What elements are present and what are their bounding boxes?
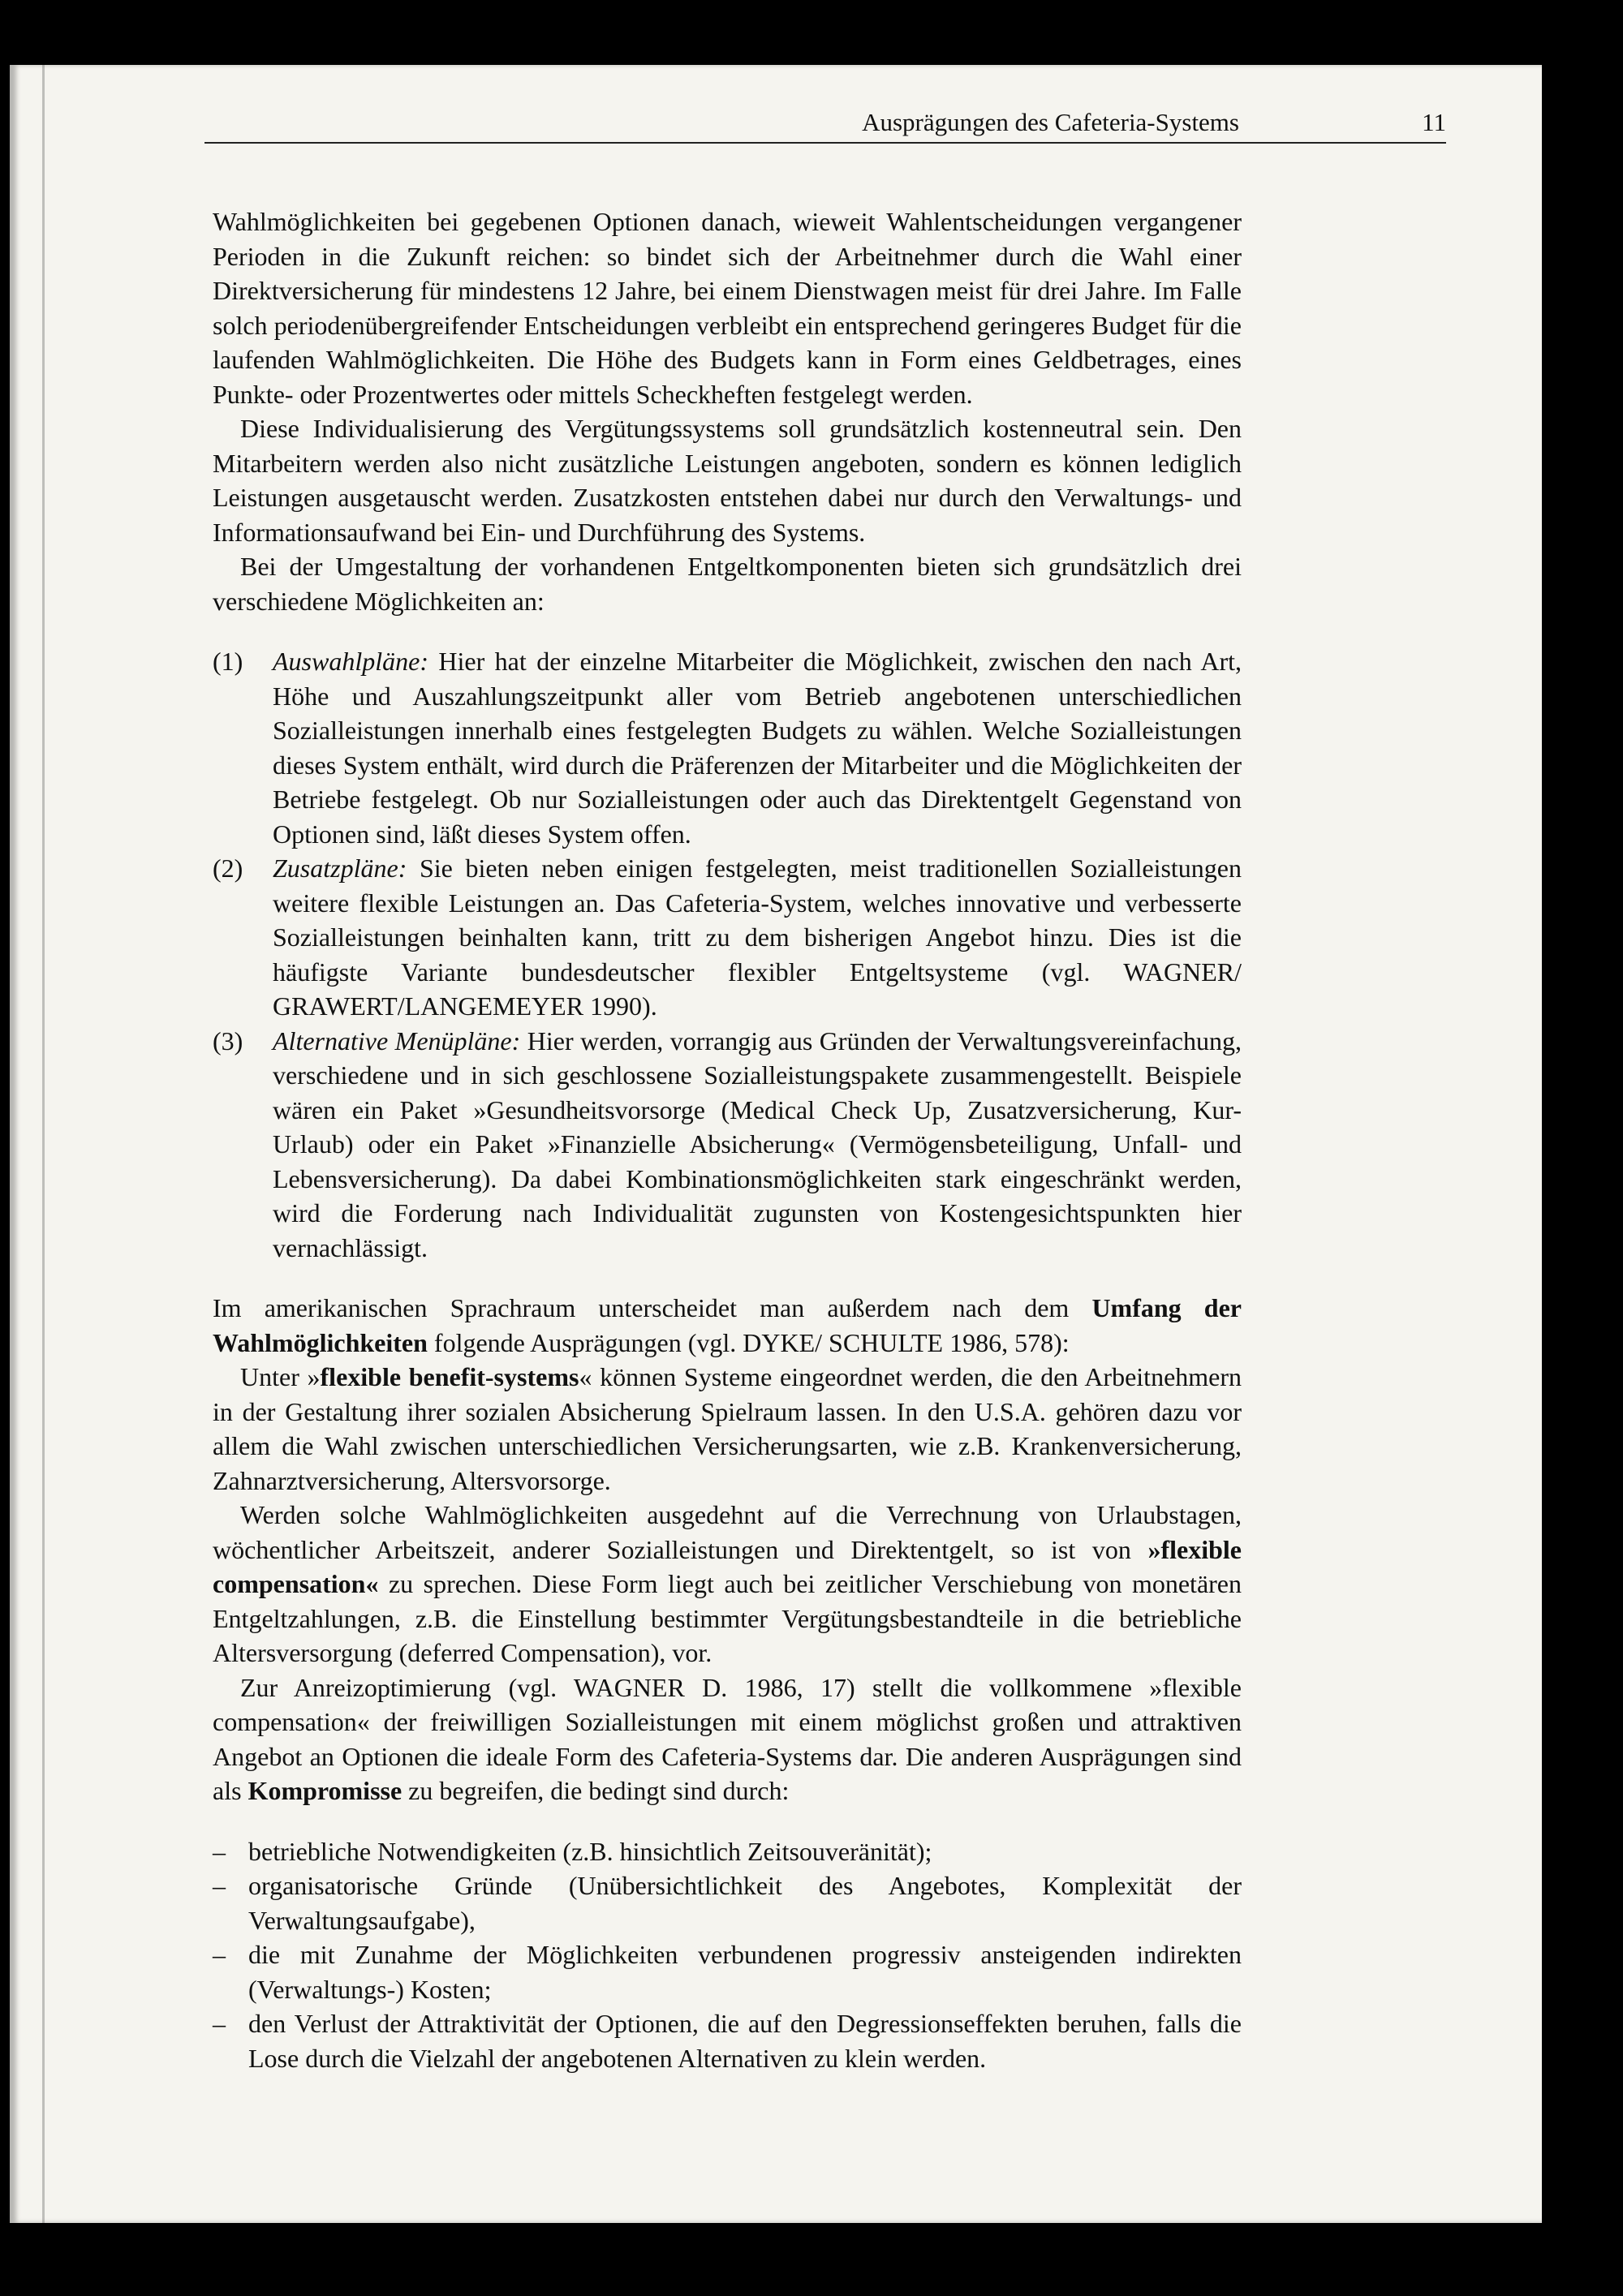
page-content (213, 204, 1242, 2075)
list-item (213, 2006, 1242, 2075)
option-text: Hier werden, vorrangig aus Gründen der Verwaltungsvereinfachung, verschiedene und in sich geschlossene Sozialleistungspakete zusammengestellt. Beispiele wären ein Paket »Gesundheitsvorsorge (Medical Check Up, Zusatzversicherung, Kur-Urlaub) oder ein Paket »Finanzielle Absicherung« (Vermögensbeteiligung, Unfall- und Lebensversicherung). Da dabei Kombinationsmöglichkeiten stark eingeschränkt werden, wird die Forderung nach Individualität zugunsten von Kostengesichtspunkten hier vernachlässigt. (273, 1025, 1242, 1262)
paragraph-6-text-end: zu sprechen. Diese Form liegt auch bei zeitlicher Verschiebung von monetären Entgeltzahlungen, z.B. die Einstellung bestimmter Vergütungsbestandteile in die betriebliche Altersversorgung (deferred Compensation), vor. (213, 1569, 1242, 1667)
paragraph-4-bold: Umfang der Wahlmöglichkeiten (213, 1293, 1242, 1357)
option-number: (1) (213, 647, 243, 676)
list-item (213, 1834, 1242, 1869)
paragraph-4-text-end: folgende Ausprägungen (vgl. DYKE/ SCHULTE 1986, 578): (427, 1327, 1070, 1357)
option-text: Sie bieten neben einigen festgelegten, meist traditionellen Sozialleistungen weitere flexible Leistungen an. Das Cafeteria-System, welches innovative und verbesserte Sozialleistungen beinhalten kann, tritt zu dem bisherigen Angebot hinzu. Dies ist die häufigste Variante bundesdeutscher flexibler Entgeltsysteme (vgl. WAGNER/ GRAWERT/LANGEMEYER 1990). (273, 853, 1242, 1021)
paragraph-5-text-end: « können Systeme eingeordnet werden, die den Arbeitnehmern in der Gestaltung ihrer sozialen Absicherung Spielraum lassen. In den U.S.A. gehören dazu vor allem die Wahl zwischen unterschiedlichen Versicherungsarten, wie z.B. Krankenversicherung, Zahnarztversicherung, Altersvorsorge. (213, 1362, 1242, 1495)
paragraph-4 (213, 1291, 1242, 1360)
list-item-text: betriebliche Notwendigkeiten (z.B. hinsichtlich Zeitsouveränität); (248, 1836, 932, 1866)
option-term: Auswahlpläne: (273, 647, 428, 676)
paragraph-5-bold: flexible benefit-systems (320, 1362, 579, 1391)
option-term: Zusatzpläne: (273, 853, 407, 883)
paragraph-7 (213, 1670, 1242, 1808)
list-item-text: organisatorische Gründe (Unübersichtlichkeit des Angebotes, Komplexität der Verwaltungsaufgabe), (248, 1871, 1242, 1935)
running-title: Ausprägungen des Cafeteria-Systems (862, 108, 1239, 136)
list-item (213, 1868, 1242, 1937)
option-text: Hier hat der einzelne Mitarbeiter die Möglichkeit, zwischen den nach Art, Höhe und Auszahlungszeitpunkt aller vom Betrieb angebotenen unterschiedlichen Sozialleistungen innerhalb eines festgelegten Budgets zu wählen. Welche Sozialleistungen dieses System enthält, wird durch die Präferenzen der Mitarbeiter und die Möglichkeiten der Betriebe festgelegt. Ob nur Sozialleistungen oder auch das Direktentgelt Gegenstand von Optionen sind, läßt dieses System offen. (273, 647, 1242, 849)
page-number: 11 (1422, 108, 1446, 136)
dash-marker: – (213, 1836, 226, 1866)
compromise-list (213, 1834, 1242, 2076)
dash-marker: – (213, 2009, 226, 2038)
list-item-text: die mit Zunahme der Möglichkeiten verbundenen progressiv ansteigenden indirekten (Verwaltungs-) Kosten; (248, 1940, 1242, 2004)
paragraph-7-text: Zur Anreizoptimierung (vgl. WAGNER D. 1986, 17) stellt die vollkommene »flexible compensation« der freiwilligen Sozialleistungen mit einem möglichst großen und attraktiven Angebot an Optionen die ideale Form des Cafeteria-Systems dar. Die anderen Ausprägungen sind als (213, 1672, 1242, 1805)
options-list (213, 644, 1242, 1265)
paragraph-4-text: Im amerikanischen Sprachraum unterscheidet man außerdem nach dem (213, 1293, 1092, 1322)
page-crease (42, 65, 45, 2223)
option-item (213, 644, 1242, 851)
list-item (213, 1937, 1242, 2006)
option-item (213, 1024, 1242, 1266)
paragraph-5 (213, 1360, 1242, 1498)
option-item (213, 851, 1242, 1024)
paragraph-7-text-end: zu begreifen, die bedingt sind durch: (402, 1776, 790, 1805)
paragraph-7-bold: Kompromisse (248, 1776, 403, 1805)
option-number: (3) (213, 1025, 243, 1056)
running-header (204, 108, 1446, 144)
paragraph-6 (213, 1498, 1242, 1670)
paragraph-6-bold: »flexible compensation« (213, 1534, 1242, 1598)
paragraph-6-text: Werden solche Wahlmöglichkeiten ausgedehnt auf die Verrechnung von Urlaubstagen, wöchentlicher Arbeitszeit, anderer Sozialleistungen und Direktentgelt, so ist von (213, 1500, 1242, 1564)
option-number: (2) (213, 853, 243, 883)
dash-marker: – (213, 1871, 226, 1900)
paragraph-3: Bei der Umgestaltung der vorhandenen Entgeltkomponenten bieten sich grundsätzlich drei verschiedene Möglichkeiten an: (213, 552, 1242, 616)
paragraph-5-text: Unter » (240, 1362, 321, 1391)
paragraph-1: Wahlmöglichkeiten bei gegebenen Optionen danach, wieweit Wahlentscheidungen vergangener Perioden in die Zukunft reichen: so bindet sich der Arbeitnehmer durch die Wahl einer Direktversicherung für mindestens 12 Jahre, bei einem Dienstwagen meist für drei Jahre. Im Falle solch periodenübergreifender Entscheidungen verbleibt ein entsprechend geringeres Budget für die laufenden Wahlmöglichkeiten. Die Höhe des Budgets kann in Form eines Geldbetrages, eines Punkte- oder Prozentwertes oder mittels Scheckheften festgelegt werden. (213, 207, 1242, 409)
list-item-text: den Verlust der Attraktivität der Optionen, die auf den Degressionseffekten beruhen, falls die Lose durch die Vielzahl der angebotenen Alternativen zu klein werden. (248, 2009, 1242, 2073)
option-term: Alternative Menüpläne: (273, 1025, 521, 1056)
paragraph-2: Diese Individualisierung des Vergütungssystems soll grundsätzlich kostenneutral sein. Den Mitarbeitern werden also nicht zusätzliche Leistungen angeboten, sondern es können lediglich Leistungen ausgetauscht werden. Zusatzkosten entstehen dabei nur durch den Verwaltungs- und Informationsaufwand bei Ein- und Durchführung des Systems. (213, 414, 1242, 547)
dash-marker: – (213, 1940, 226, 1969)
